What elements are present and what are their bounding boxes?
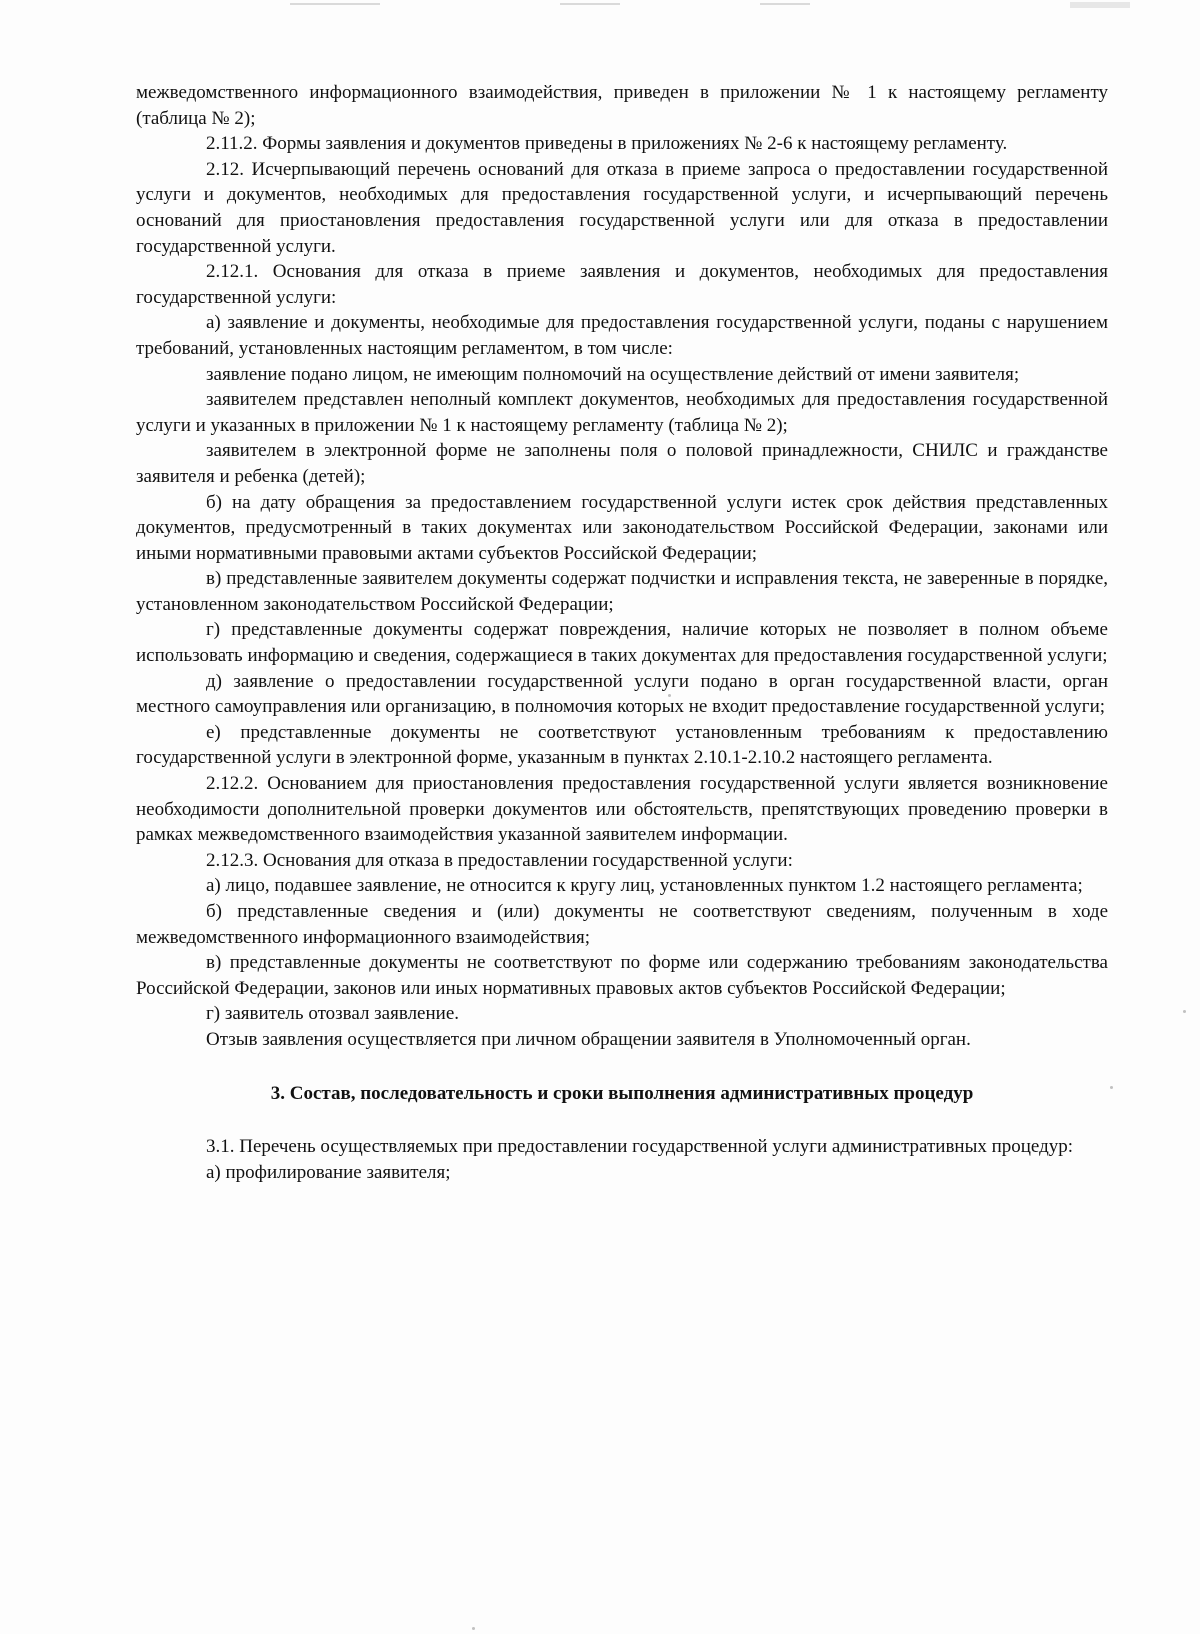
paragraph-2-11-2: 2.11.2. Формы заявления и документов приведены в приложениях № 2-6 к настоящему регламенту. [206, 133, 1008, 155]
list-item-e: е) представленные документы не соответствуют установленным требованиям к предоставлению государственной услуги в электронной форме, указанным в пунктах 2.10.1-2.10.2 настоящего регламента. [136, 721, 1108, 769]
paragraph-3-1: 3.1. Перечень осуществляемых при предоставлении государственной услуги административных процедур: [206, 1136, 1074, 1158]
paragraph-2-12: 2.12. Исчерпывающий перечень оснований для отказа в приеме запроса о предоставлении государственной услуги и документов, необходимых для предоставления государственной услуги, и исчерпывающий перечень оснований для приостановления предоставления государственной услуги или для отказа в предоставлении государственной услуги. [136, 158, 1108, 257]
paragraph-2-12-3: 2.12.3. Основания для отказа в предоставлении государственной услуги: [206, 849, 793, 871]
scan-speck [1183, 1010, 1186, 1013]
list-item-a: а) лицо, подавшее заявление, не относится к кругу лиц, установленных пунктом 1.2 настоящего регламента; [206, 875, 1083, 897]
paragraph-withdrawal: Отзыв заявления осуществляется при личном обращении заявителя в Уполномоченный орган. [206, 1028, 971, 1050]
list-item-v: в) представленные документы не соответствуют по форме или содержанию требованиям законодательства Российской Федерации, законов или иных нормативных правовых актов субъектов Российской Федерации; [136, 952, 1108, 999]
list-item-v: в) представленные заявителем документы содержат подчистки и исправления текста, не заверенные в порядке, установленном законодательством Российской Федерации; [136, 568, 1108, 615]
paragraph-2-12-2: 2.12.2. Основанием для приостановления предоставления государственной услуги является возникновение необходимости дополнительной проверки документов или обстоятельств, препятствующих проведению проверки в рамках межведомственного взаимодействия указанной заявителем информации. [136, 773, 1108, 846]
scan-artifact [560, 3, 620, 5]
list-item-d: д) заявление о предоставлении государственной услуги подано в орган государственной власти, орган местного самоуправления или организацию, в полномочия которых не входит предоставление государственной услуги; [136, 670, 1108, 718]
list-item-a: а) профилирование заявителя; [206, 1161, 451, 1183]
list-item-b: б) представленные сведения и (или) документы не соответствуют сведениям, полученным в ходе межведомственного информационного взаимодействия; [136, 901, 1108, 948]
list-item-g: г) представленные документы содержат повреждения, наличие которых не позволяет в полном объеме использовать информацию и сведения, содержащиеся в таких документах для предоставления государственной услуги; [136, 619, 1108, 667]
section-heading: 3. Состав, последовательность и сроки выполнения административных процедур [270, 1082, 974, 1104]
scan-speck [472, 1627, 475, 1630]
list-item-a: а) заявление и документы, необходимые для предоставления государственной услуги, поданы с нарушением требований, установленных настоящим регламентом, в том числе: [136, 312, 1108, 359]
scan-artifact [760, 3, 810, 5]
scan-speck [1110, 1086, 1113, 1089]
document-body [136, 80, 1108, 1185]
list-subitem: заявителем в электронной форме не заполнены поля о половой принадлежности, СНИЛС и гражданстве заявителя и ребенка (детей); [136, 440, 1108, 487]
scan-artifact [290, 3, 380, 5]
list-item-b: б) на дату обращения за предоставлением государственной услуги истек срок действия представленных документов, предусмотренный в таких документах или законодательством Российской Федерации, законами или иными нормативными правовыми актами субъектов Российской Федерации; [136, 491, 1108, 564]
paragraph-continuation: межведомственного информационного взаимодействия, приведен в приложении № 1 к настоящему регламенту (таблица № 2); [136, 82, 1108, 129]
scan-artifact [1070, 2, 1130, 8]
paragraph-2-12-1: 2.12.1. Основания для отказа в приеме заявления и документов, необходимых для предоставления государственной услуги: [136, 261, 1108, 308]
list-item-g: г) заявитель отозвал заявление. [206, 1003, 460, 1025]
list-subitem: заявление подано лицом, не имеющим полномочий на осуществление действий от имени заявителя; [206, 363, 1020, 385]
list-subitem: заявителем представлен неполный комплект документов, необходимых для предоставления государственной услуги и указанных в приложении № 1 к настоящему регламенту (таблица № 2); [136, 389, 1108, 436]
